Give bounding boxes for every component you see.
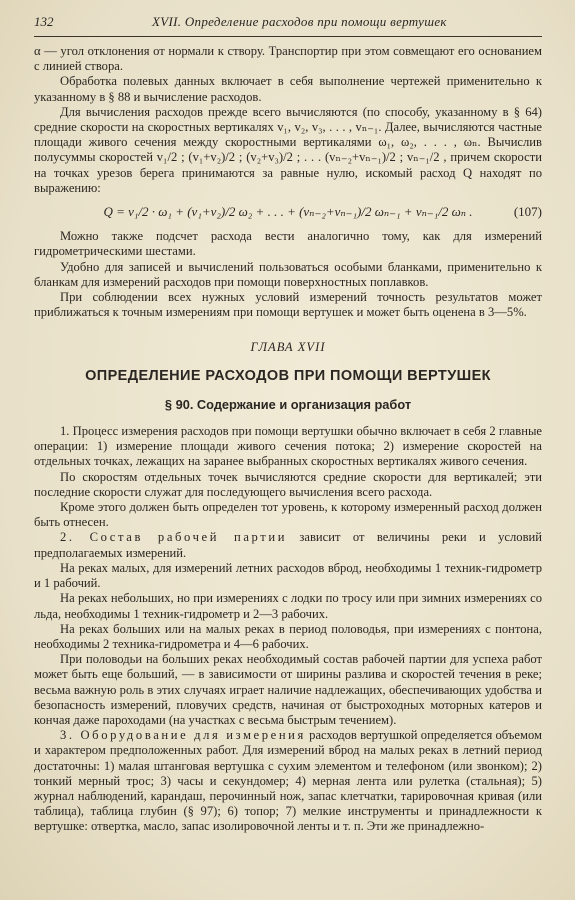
paragraph xyxy=(34,728,542,834)
paragraph: Можно также подсчет расхода вести аналогично тому, как для измерений гидрометрическими шестами. xyxy=(34,229,542,259)
paragraph: При половодьи на больших реках необходимый состав рабочей партии для успеха работ может быть еще больший, — в зависимости от ширины разлива и скоростей течения в реке; весьма важную роль в этих случаях играет наличие надлежащих, обеспечивающих удобства и безопасность измерений, пловучих средств, начиная от быстроходных моторных катеров и кончая даже пароходами (на участках с весьма быстрым течением). xyxy=(34,652,542,727)
paragraph: Для вычисления расходов прежде всего вычисляются (по способу, указанному в § 64) средние скорости на скоростных вертикалях v₁, v₂, v₃, . . . , vₙ₋₁. Далее, вычисляются частные площади живого сечения между скоростными вертикалями ω₁, ω₂, . . . , ωₙ. Вычислив полусуммы скоростей v₁/2 ; (v₁+v₂)/2 ; (v₂+v₃)/2 ; . . . (vₙ₋₂+vₙ₋₁)/2 ; vₙ₋₁/2 , причем скорости на точках урезов берега принимаются за равные нулю, искомый расход Q находят по выражению: xyxy=(34,104,542,195)
paragraph: Кроме этого должен быть определен тот уровень, к которому измеренный расход должен быть отнесен. xyxy=(34,500,542,530)
running-title: XVII. Определение расходов при помощи вертушек xyxy=(152,14,447,29)
spaced-lead: 2. Состав рабочей партии xyxy=(60,530,288,545)
paragraph: При соблюдении всех нужных условий измерений точность результатов может приближаться к точным измерениям при помощи вертушек и может быть оценена в 3—5%. xyxy=(34,290,542,320)
equation-number: (107) xyxy=(513,204,542,220)
formula-107 xyxy=(34,204,542,219)
paragraph: 1. Процесс измерения расходов при помощи вертушки обычно включает в себя 2 главные операции: 1) измерение площади живого сечения потока; 2) измерение скоростей на отдельных точках, лежащих на заранее выбранных скоростных вертикалях живого сечения. xyxy=(34,424,542,469)
spaced-lead: 3. Оборудование для измерения xyxy=(60,728,306,743)
paragraph-rest: расходов вертушкой определяется объемом и характером предположенных работ. Для измерений вброд на малых реках в летний период достаточны: 1) малая штанговая вертушка с сухим элементом и телефоном (или звонком); 2) тонкий мерный трос; 3) часы и секундомер; 4) мерная лента или рулетка (стальная); 5) журнал наблюдений, карандаш, перочинный нож, запас клетчатки, тарировочная кривая (или таблица), таблица глубин (§ 97); 6) топор; 7) мелкие инструменты и принадлежности к вертушке: отвертка, масло, запас изолировочной ленты и т. п. Эти же принадлежно- xyxy=(34,728,542,834)
page-body xyxy=(34,44,542,835)
header-rule xyxy=(34,36,542,37)
section-title: § 90. Содержание и организация работ xyxy=(164,396,412,412)
page-header xyxy=(34,14,539,34)
paragraph: На реках больших или на малых реках в период половодья, при измерениях с понтона, необходимы 2 техника-гидрометра и 4—6 рабочих. xyxy=(34,621,542,651)
paragraph: α — угол отклонения от нормали к створу. Транспортир при этом совмещают его основанием с линией створа. xyxy=(34,44,542,74)
paragraph xyxy=(34,530,542,560)
paragraph: Удобно для записей и вычислений пользоваться особыми бланками, применительно к бланкам для измерений расходов при помощи поверхностных поплавков. xyxy=(34,259,542,289)
paragraph: Обработка полевых данных включает в себя выполнение чертежей применительно к указанному в § 88 и вычисление расходов. xyxy=(34,74,542,104)
paragraph: На реках малых, для измерений летних расходов вброд, необходимы 1 техник-гидрометр и 1 рабочий. xyxy=(34,560,542,591)
formula-text: Q = v₁/2 · ω₁ + (v₁+v₂)/2 ω₂ + . . . + (vₙ₋₂+vₙ₋₁)/2 ωₙ₋₁ + vₙ₋₁/2 ωₙ . xyxy=(103,204,473,220)
chapter-label: ГЛАВА XVII xyxy=(250,340,326,355)
paragraph: По скоростям отдельных точек вычисляются средние скорости для вертикалей; эти последние скорости служат для последующего вычисления всего расхода. xyxy=(34,469,542,499)
page-number: 132 xyxy=(34,14,54,29)
chapter-title: ОПРЕДЕЛЕНИЕ РАСХОДОВ ПРИ ПОМОЩИ ВЕРТУШЕК xyxy=(85,367,491,384)
paragraph: На реках небольших, но при измерениях с лодки по тросу или при зимних измерениях со льда, необходимы 1 техник-гидрометр и 2—3 рабочих. xyxy=(34,591,542,621)
paragraph-rest: зависит от величины реки и условий предполагаемых измерений. xyxy=(34,530,542,560)
